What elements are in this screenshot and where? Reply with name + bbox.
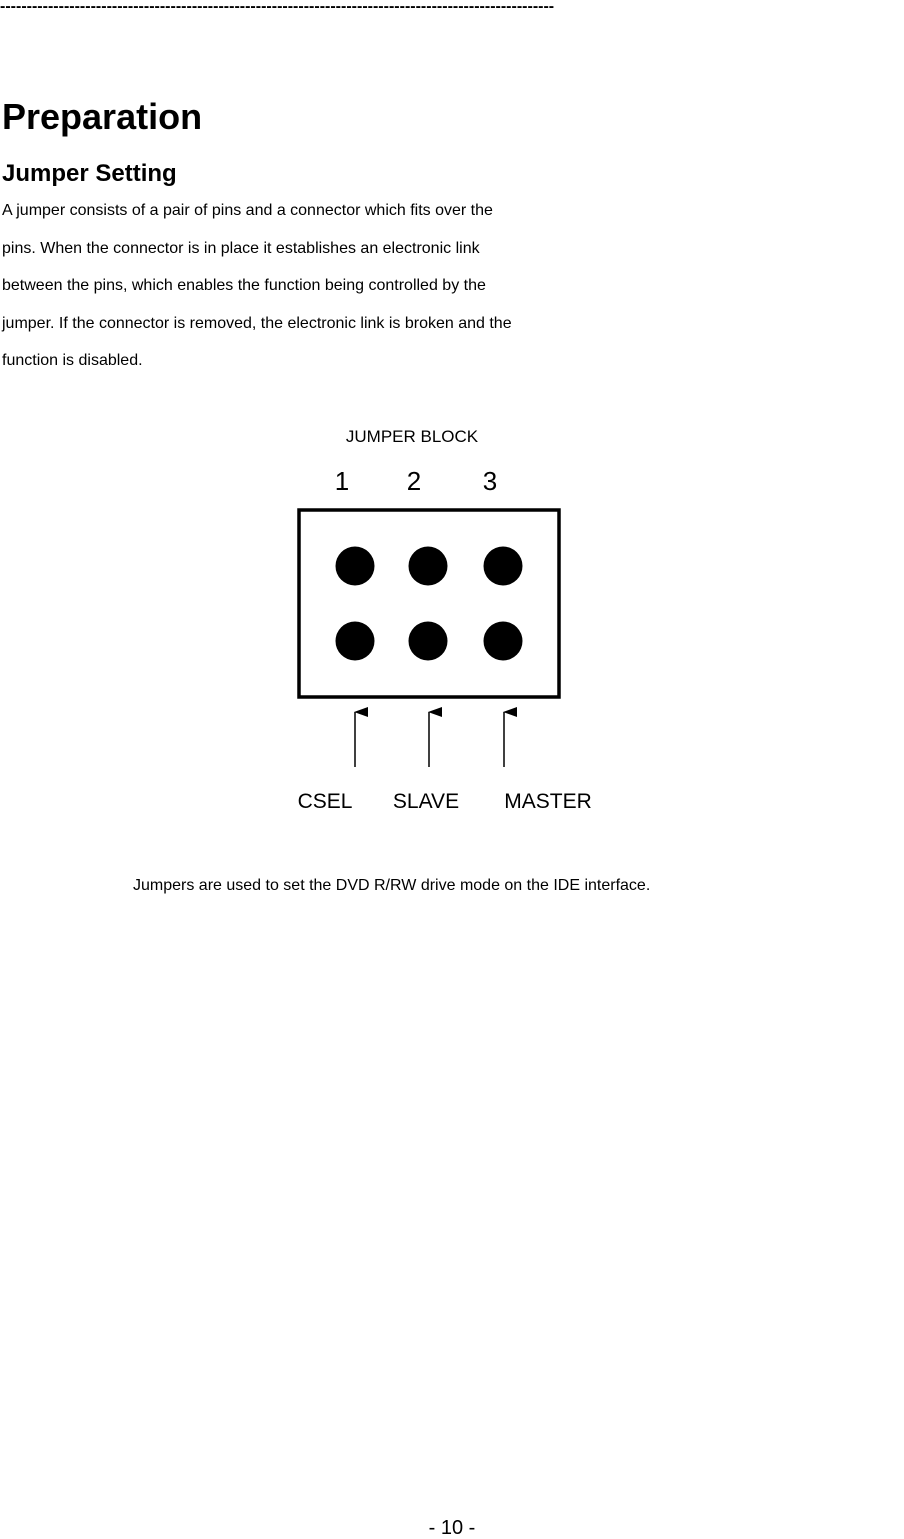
label-csel: CSEL bbox=[297, 790, 353, 813]
paragraph-line: A jumper consists of a pair of pins and a connector which fits over the bbox=[2, 202, 493, 219]
label-master: MASTER bbox=[504, 790, 592, 813]
paragraph-line: jumper. If the connector is removed, the electronic link is broken and the bbox=[2, 314, 512, 332]
header-dashed-rule: -------------------------------------------------------------------------------------------------------- bbox=[0, 0, 555, 14]
jumper-block-frame bbox=[299, 510, 559, 697]
page-title: Preparation bbox=[2, 96, 203, 137]
section-subtitle: Jumper Setting bbox=[2, 160, 177, 187]
pin-number-2: 2 bbox=[406, 466, 422, 496]
label-slave: SLAVE bbox=[392, 790, 460, 813]
pin-bottom-1 bbox=[336, 622, 375, 661]
page-number: - 10 - bbox=[428, 1517, 476, 1539]
paragraph-line: function is disabled. bbox=[2, 352, 143, 370]
pin-top-3 bbox=[484, 547, 523, 586]
pin-number-3: 3 bbox=[482, 466, 498, 496]
diagram-caption: Jumpers are used to set the DVD R/RW drive mode on the IDE interface. bbox=[133, 877, 651, 894]
pin-bottom-3 bbox=[484, 622, 523, 661]
paragraph-line: pins. When the connector is in place it establishes an electronic link bbox=[2, 239, 480, 257]
diagram-title: JUMPER BLOCK bbox=[345, 427, 479, 446]
pin-top-2 bbox=[409, 547, 448, 586]
pin-number-1: 1 bbox=[334, 466, 350, 496]
paragraph-line: between the pins, which enables the function being controlled by the bbox=[2, 277, 486, 295]
pin-top-1 bbox=[336, 547, 375, 586]
pin-bottom-2 bbox=[409, 622, 448, 661]
